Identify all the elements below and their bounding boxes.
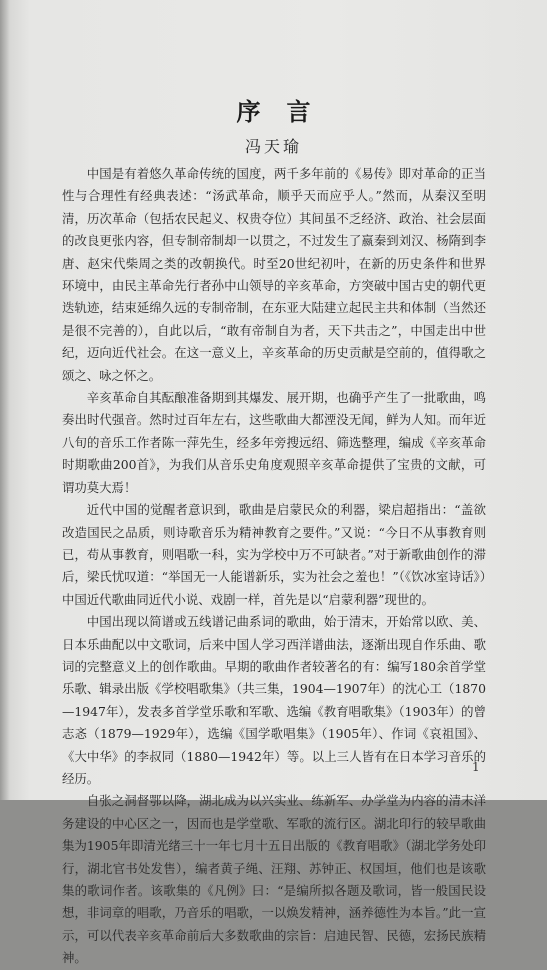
paragraph: 近代中国的觉醒者意识到，歌曲是启蒙民众的利器，梁启超指出：“盖欲改造国民之品质，则诗歌音乐为精神教育之要件。”又说：“今日不从事教育则已，苟从事教育，则唱歌一科，实为学校中万不可缺者。”对于新歌曲创作的滞后，梁氏忧叹道：“举国无一人能谱新乐，实为社会之羞也！”（《饮冰室诗话》）中国近代歌曲同近代小说、戏剧一样，首先是以“启蒙利器”现世的。 bbox=[62, 502, 486, 607]
paragraph: 辛亥革命自其酝酿准备期到其爆发、展开期，也确乎产生了一批歌曲，鸣奏出时代强音。然时过百年左右，这些歌曲大都湮没无闻，鲜为人知。而年近八旬的音乐工作者陈一萍先生，经多年旁搜远绍、筛选整理，编成《辛亥革命时期歌曲200首》，为我们从音乐史角度观照辛亥革命提供了宝贵的文献，可谓功莫大焉！ bbox=[62, 390, 486, 495]
paragraph: 中国是有着悠久革命传统的国度，两千多年前的《易传》即对革命的正当性与合理性有经典表述：“汤武革命，顺乎天而应乎人。”然而，从秦汉至明清，历次革命（包括农民起义、权贵夺位）其间虽不乏经济、政治、社会层面的改良更张内容，但专制帝制却一以贯之，不过发生了嬴秦到刘汉、杨隋到李唐、赵宋代柴周之类的改朝换代。时至20世纪初叶，在新的历史条件和世界环境中，由民主革命先行者孙中山领导的辛亥革命，方突破中国古史的朝代更迭轨迹，结束延绵久远的专制帝制，在东亚大陆建立起民主共和体制（当然还是很不完善的），自此以后，“敢有帝制自为者，天下共击之”，中国走出中世纪，迈向近代社会。在这一意义上，辛亥革命的历史贡献是空前的，值得歌之颂之、咏之怀之。 bbox=[62, 166, 486, 383]
paragraph: 自张之洞督鄂以降，湖北成为以兴实业、练新军、办学堂为内容的清末洋务建设的中心区之一，因而也是学堂歌、军歌的流行区。湖北印行的较早歌曲集为1905年即清光绪三十一年七月十五日出版的《教育唱歌》（湖北学务处印行，湖北官书处发售），编者黄子绳、汪翔、苏钟正、权国垣，他们也是该歌集的歌词作者。该歌集的《凡例》曰：“是编所拟各题及歌词，皆一般国民设想，非词章的唱歌，乃音乐的唱歌，一以焕发精神，涵养德性为本旨。”此一宣示，可以代表辛亥革命前后大多数歌曲的宗旨：启迪民智、民德，宏扬民族精神。 bbox=[62, 793, 486, 966]
paragraph: 中国出现以简谱或五线谱记曲系词的歌曲，始于清末，开始常以欧、美、日本乐曲配以中文歌词，后来中国人学习西洋谱曲法，逐渐出现自作乐曲、歌词的完整意义上的创作歌曲。早期的歌曲作者较著名的有：编写180余首学堂乐歌、辑录出版《学校唱歌集》（共三集，1904—1907年）的沈心工（1870—1947年），发表多首学堂乐歌和军歌、选编《教育唱歌集》（1903年）的曾志忞（1879—1929年），选编《国学歌唱集》（1905年）、作词《哀祖国》、《大中华》的李叔同（1880—1942年）等。以上三人皆有在日本学习音乐的经历。 bbox=[62, 614, 486, 786]
page-number: 1 bbox=[472, 760, 480, 774]
preface-body bbox=[62, 163, 486, 970]
author-name: 冯天瑜 bbox=[244, 137, 302, 156]
page-title: 序言 bbox=[236, 97, 337, 126]
